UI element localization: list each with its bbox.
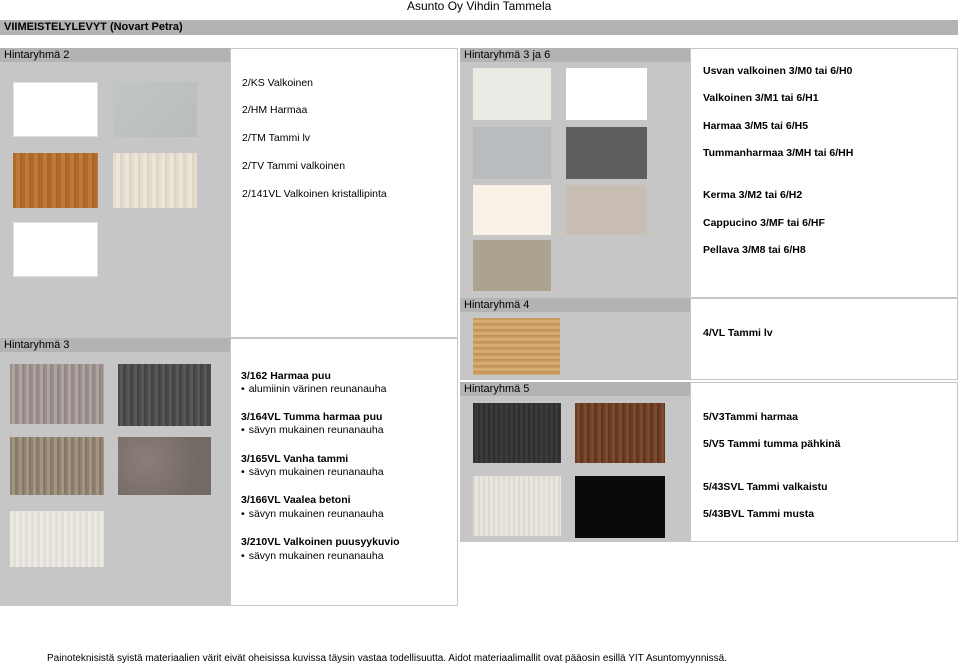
g5-item-4: 5/43BVL Tammi musta (703, 508, 815, 520)
swatch-2ks-valkoinen (13, 82, 98, 137)
document-title: VIIMEISTELYLEVYT (Novart Petra) (0, 20, 958, 35)
g2-item-1: 2/KS Valkoinen (242, 77, 314, 89)
swatch-harmaa (473, 127, 551, 179)
g2-item-5: 2/141VL Valkoinen kristallipinta (242, 188, 387, 200)
swatch-3162-harmaa-puu (10, 364, 104, 424)
g36-item-3: Harmaa 3/M5 tai 6/H5 (703, 120, 809, 132)
g2-item-2: 2/HM Harmaa (242, 104, 308, 116)
g3-item-5-name: 3/210VL Valkoinen puusyykuvio (241, 536, 400, 548)
swatch-3164vl-tumma-harmaa-puu (118, 364, 211, 426)
g3-item-1-name: 3/162 Harmaa puu (241, 370, 331, 382)
swatch-543bvl-tammi-musta (575, 476, 665, 538)
g3-item-5-note: • sävyn mukainen reunanauha (241, 550, 384, 562)
g36-item-5: Kerma 3/M2 tai 6/H2 (703, 189, 803, 201)
swatch-2tv-tammi-valkoinen (113, 153, 197, 208)
g36-item-6: Cappucino 3/MF tai 6/HF (703, 217, 825, 229)
g3-item-3-name: 3/165VL Vanha tammi (241, 453, 349, 465)
g3-item-4-note: • sävyn mukainen reunanauha (241, 508, 384, 520)
g2-item-4: 2/TV Tammi valkoinen (242, 160, 346, 172)
group36-header: Hintaryhmä 3 ja 6 (460, 48, 690, 62)
footer-note: Painoteknisistä syistä materiaalien värit eivät oheisissa kuvissa täysin vastaa todellisuutta. Aidot materiaalimallit ovat pääosin esillä YIT Asuntomyynnissä. (47, 653, 727, 664)
swatch-kerma (473, 185, 551, 235)
swatch-tummanharmaa (566, 127, 647, 179)
swatch-2tm-tammi (13, 153, 98, 208)
g5-item-3: 5/43SVL Tammi valkaistu (703, 481, 828, 493)
g3-item-2-name: 3/164VL Tumma harmaa puu (241, 411, 383, 423)
swatch-2141vl-valkoinen (13, 222, 98, 277)
swatch-pellava (473, 240, 551, 291)
swatch-3165vl-vanha-tammi (10, 437, 104, 495)
group2-header: Hintaryhmä 2 (0, 48, 230, 62)
swatch-2hm-harmaa (113, 82, 197, 137)
group36-list-panel (690, 48, 958, 298)
swatch-3210vl-valkoinen-puusyykuvio (10, 511, 104, 567)
g3-item-4-name: 3/166VL Vaalea betoni (241, 494, 351, 506)
swatch-5v3-tammi-harmaa (473, 403, 561, 463)
group4-header: Hintaryhmä 4 (460, 298, 690, 312)
group4-list-panel (690, 298, 958, 380)
company-name: Asunto Oy Vihdin Tammela (407, 0, 552, 13)
g5-item-1: 5/V3Tammi harmaa (703, 411, 798, 423)
g36-item-2: Valkoinen 3/M1 tai 6/H1 (703, 92, 819, 104)
swatch-cappucino (566, 185, 647, 235)
g36-item-1: Usvan valkoinen 3/M0 tai 6/H0 (703, 65, 853, 77)
group3-header: Hintaryhmä 3 (0, 338, 230, 352)
g3-item-3-note: • sävyn mukainen reunanauha (241, 466, 384, 478)
g36-item-7: Pellava 3/M8 tai 6/H8 (703, 244, 806, 256)
g36-item-4: Tummanharmaa 3/MH tai 6/HH (703, 147, 854, 159)
swatch-4vl-tammi (473, 318, 560, 375)
g3-item-1-note: • alumiinin värinen reunanauha (241, 383, 386, 395)
swatch-valkoinen (566, 68, 647, 120)
swatch-5v5-tammi-tumma-pahkina (575, 403, 665, 463)
g3-item-2-note: • sävyn mukainen reunanauha (241, 424, 384, 436)
swatch-543svl-tammi-valkaistu (473, 476, 561, 536)
g4-item-1: 4/VL Tammi lv (703, 327, 773, 339)
swatch-3166vl-vaalea-betoni (118, 437, 211, 495)
g2-item-3: 2/TM Tammi lv (242, 132, 311, 144)
group5-header: Hintaryhmä 5 (460, 382, 690, 396)
g5-item-2: 5/V5 Tammi tumma pähkinä (703, 438, 841, 450)
swatch-usvan-valkoinen (473, 68, 551, 120)
